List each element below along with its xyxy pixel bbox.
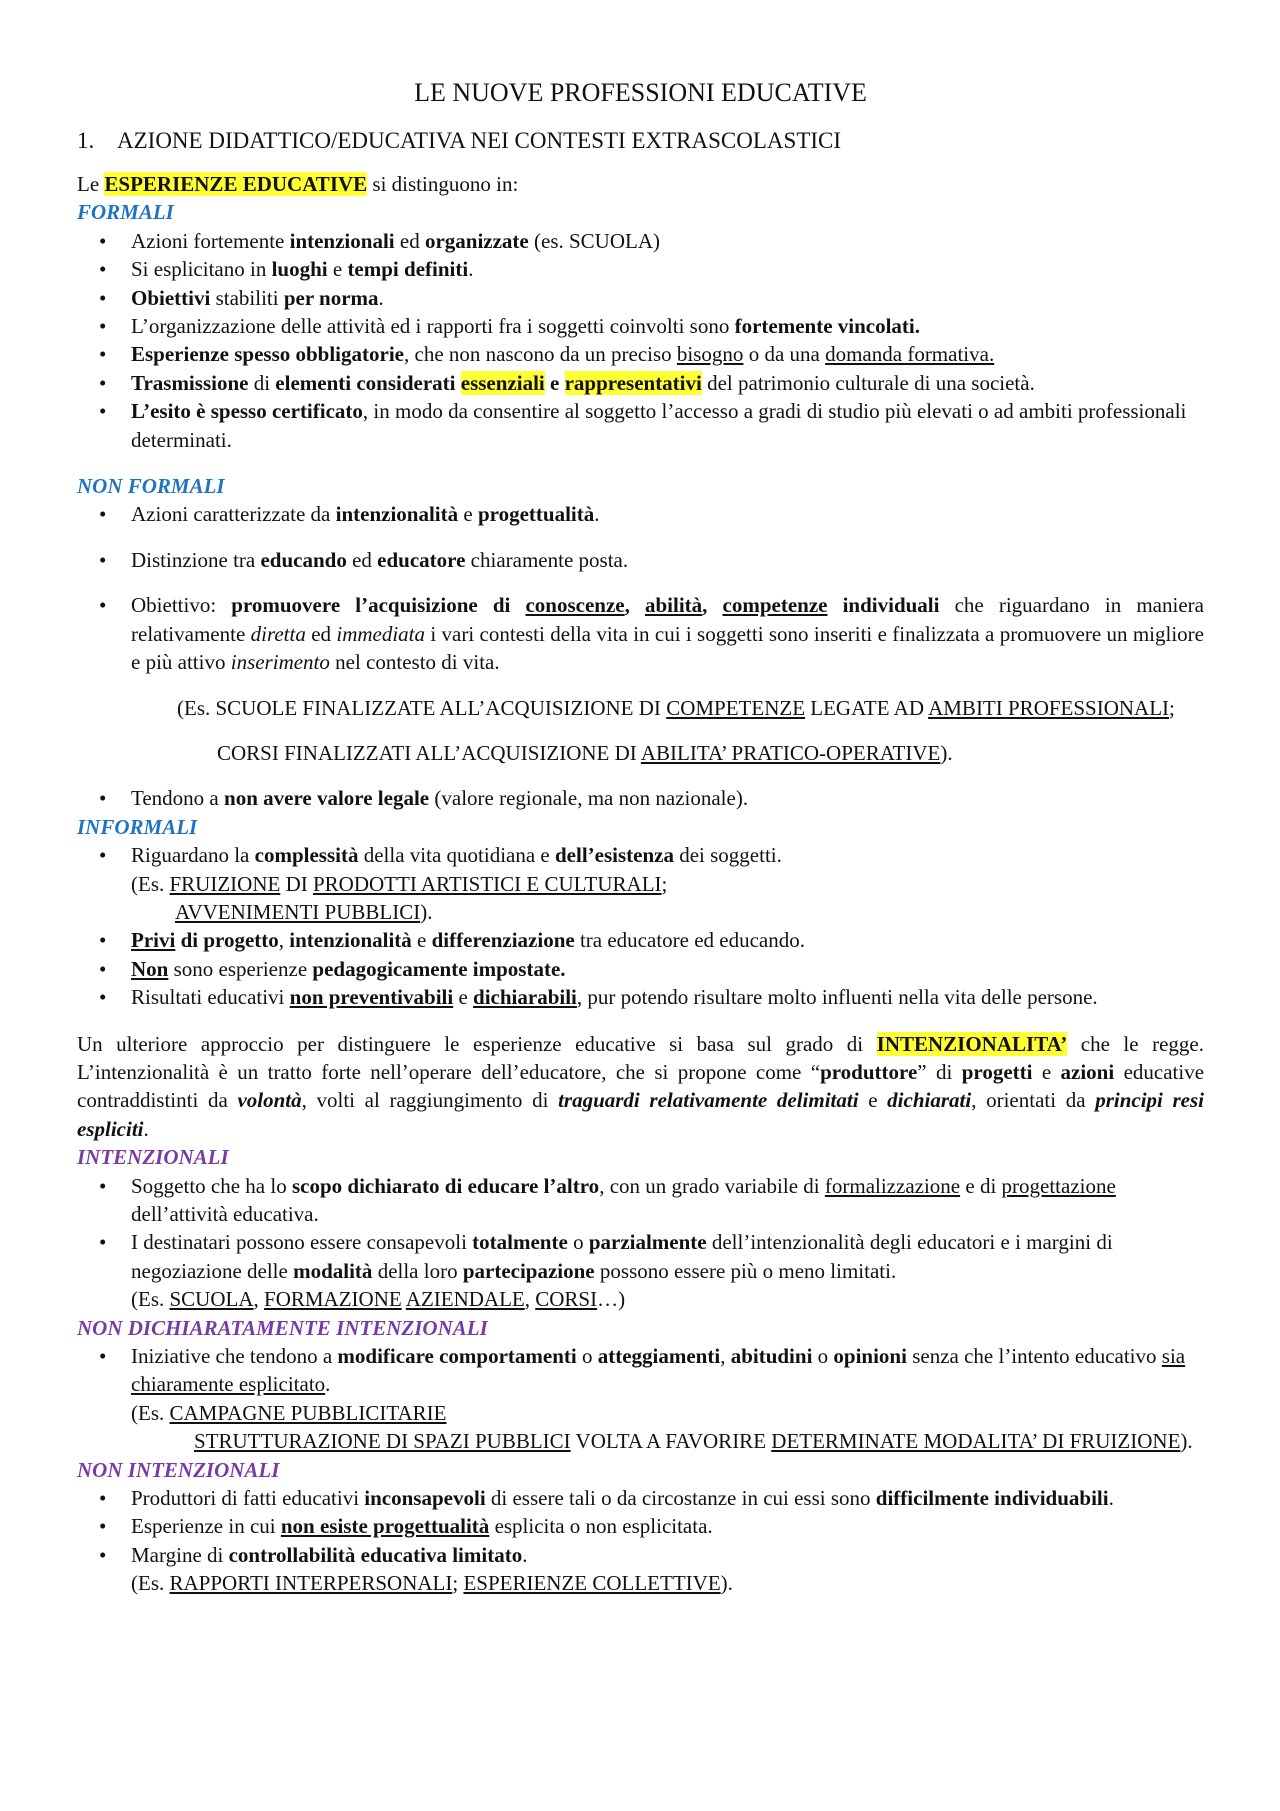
list-item: • Esperienze in cui non esiste progettualità esplicita o non esplicitata. <box>77 1512 1204 1540</box>
list-item: • Produttori di fatti educativi inconsapevoli di essere tali o da circostanze in cui essi sono difficilmente individuabili. <box>77 1484 1204 1512</box>
highlight-intenzionalita: INTENZIONALITA’ <box>876 1031 1068 1056</box>
example-non-dich-1: (Es. CAMPAGNE PUBBLICITARIE <box>131 1400 447 1425</box>
list-non-formali-2 <box>77 784 1204 812</box>
heading-non-dichiaratamente: NON DICHIARATAMENTE INTENZIONALI <box>77 1315 488 1340</box>
heading-non-intenzionali: NON INTENZIONALI <box>77 1457 280 1482</box>
example-non-dich-2: STRUTTURAZIONE DI SPAZI PUBBLICI VOLTA A FAVORIRE DETERMINATE MODALITA’ DI FRUIZIONE). <box>194 1429 1193 1454</box>
list-informali <box>77 841 1204 869</box>
list-item: • L’organizzazione delle attività ed i rapporti fra i soggetti coinvolti sono fortemente vincolati. <box>77 312 1204 340</box>
list-item: • L’esito è spesso certificato, in modo da consentire al soggetto l’accesso a gradi di studio più elevati o ad ambiti professionali determinati. <box>77 397 1204 454</box>
list-item: • Distinzione tra educando ed educatore chiaramente posta. <box>77 546 1204 574</box>
list-informali-2 <box>77 926 1204 1011</box>
section-heading <box>77 126 1204 156</box>
list-non-formali <box>77 500 1204 676</box>
list-item: • Si esplicitano in luoghi e tempi definiti. <box>77 255 1204 283</box>
list-item: • Obiettivo: promuovere l’acquisizione di conoscenze, abilità, competenze individuali che riguardano in maniera relativamente diretta ed immediata i vari contesti della vita in cui i soggetti sono inseriti e finalizzata a promuovere un migliore e più attivo inserimento nel contesto di vita. <box>77 591 1204 676</box>
heading-formali: FORMALI <box>77 200 174 225</box>
list-item: • Iniziative che tendono a modificare comportamenti o atteggiamenti, abitudini o opinioni senza che l’intento educativo sia chiaramente esplicitato. <box>77 1342 1204 1399</box>
list-item: • Tendono a non avere valore legale (valore regionale, ma non nazionale). <box>77 784 1204 812</box>
list-intenzionali <box>77 1172 1204 1286</box>
list-item: • I destinatari possono essere consapevoli totalmente o parzialmente dell’intenzionalità degli educatori e i margini di negoziazione delle modalità della loro partecipazione possono essere più o meno limitati. <box>77 1228 1204 1285</box>
intenzionalita-paragraph: Un ulteriore approccio per distinguere le esperienze educative si basa sul grado di INTENZIONALITA’ che le regge. L’intenzionalità è un tratto forte nell’operare dell’educatore, che si propone come “produttore” di progetti e azioni educative contraddistinti da volontà, volti al raggiungimento di traguardi relativamente delimitati e dichiarati, orientati da principi resi espliciti. <box>77 1031 1205 1141</box>
heading-non-formali: NON FORMALI <box>77 474 225 499</box>
example-intenzionali: (Es. SCUOLA, FORMAZIONE AZIENDALE, CORSI…) <box>131 1287 626 1312</box>
list-item: • Soggetto che ha lo scopo dichiarato di educare l’altro, con un grado variabile di formalizzazione e di progettazione dell’attività educativa. <box>77 1172 1204 1229</box>
section-number: 1. <box>77 128 95 153</box>
list-item: • Esperienze spesso obbligatorie, che non nascono da un preciso bisogno o da una domanda formativa. <box>77 340 1204 368</box>
section-label: AZIONE DIDATTICO/EDUCATIVA NEI CONTESTI EXTRASCOLASTICI <box>117 128 842 153</box>
list-item: • Non sono esperienze pedagogicamente impostate. <box>77 955 1204 983</box>
list-non-dichiaratamente <box>77 1342 1204 1399</box>
list-formali <box>77 227 1204 454</box>
example-scuole: (Es. SCUOLE FINALIZZATE ALL’ACQUISIZIONE DI COMPETENZE LEGATE AD AMBITI PROFESSIONALI; <box>177 695 1175 720</box>
example-informali-2: AVVENIMENTI PUBBLICI). <box>175 899 433 924</box>
list-non-intenzionali <box>77 1484 1204 1569</box>
intro-line: Le ESPERIENZE EDUCATIVE si distinguono in: <box>77 172 519 196</box>
document-title: LE NUOVE PROFESSIONI EDUCATIVE <box>414 78 867 107</box>
list-item: • Riguardano la complessità della vita quotidiana e dell’esistenza dei soggetti. <box>77 841 1204 869</box>
list-item: • Obiettivi stabiliti per norma. <box>77 284 1204 312</box>
example-informali-1: (Es. FRUIZIONE DI PRODOTTI ARTISTICI E CULTURALI; <box>131 871 668 896</box>
example-corsi: CORSI FINALIZZATI ALL’ACQUISIZIONE DI ABILITA’ PRATICO-OPERATIVE). <box>217 740 953 765</box>
list-item: • Azioni fortemente intenzionali ed organizzate (es. SCUOLA) <box>77 227 1204 255</box>
heading-informali: INFORMALI <box>77 814 198 839</box>
heading-intenzionali: INTENZIONALI <box>77 1145 229 1170</box>
list-item: • Trasmissione di elementi considerati essenziali e rappresentativi del patrimonio culturale di una società. <box>77 369 1204 397</box>
list-item: • Risultati educativi non preventivabili e dichiarabili, pur potendo risultare molto influenti nella vita delle persone. <box>77 983 1204 1011</box>
list-item: • Azioni caratterizzate da intenzionalità e progettualità. <box>77 500 1204 528</box>
list-item: • Privi di progetto, intenzionalità e differenziazione tra educatore ed educando. <box>77 926 1204 954</box>
highlight-esperienze: ESPERIENZE EDUCATIVE <box>104 172 368 196</box>
list-item: • Margine di controllabilità educativa limitato. <box>77 1541 1204 1569</box>
example-non-intenzionali: (Es. RAPPORTI INTERPERSONALI; ESPERIENZE COLLETTIVE). <box>131 1571 733 1596</box>
